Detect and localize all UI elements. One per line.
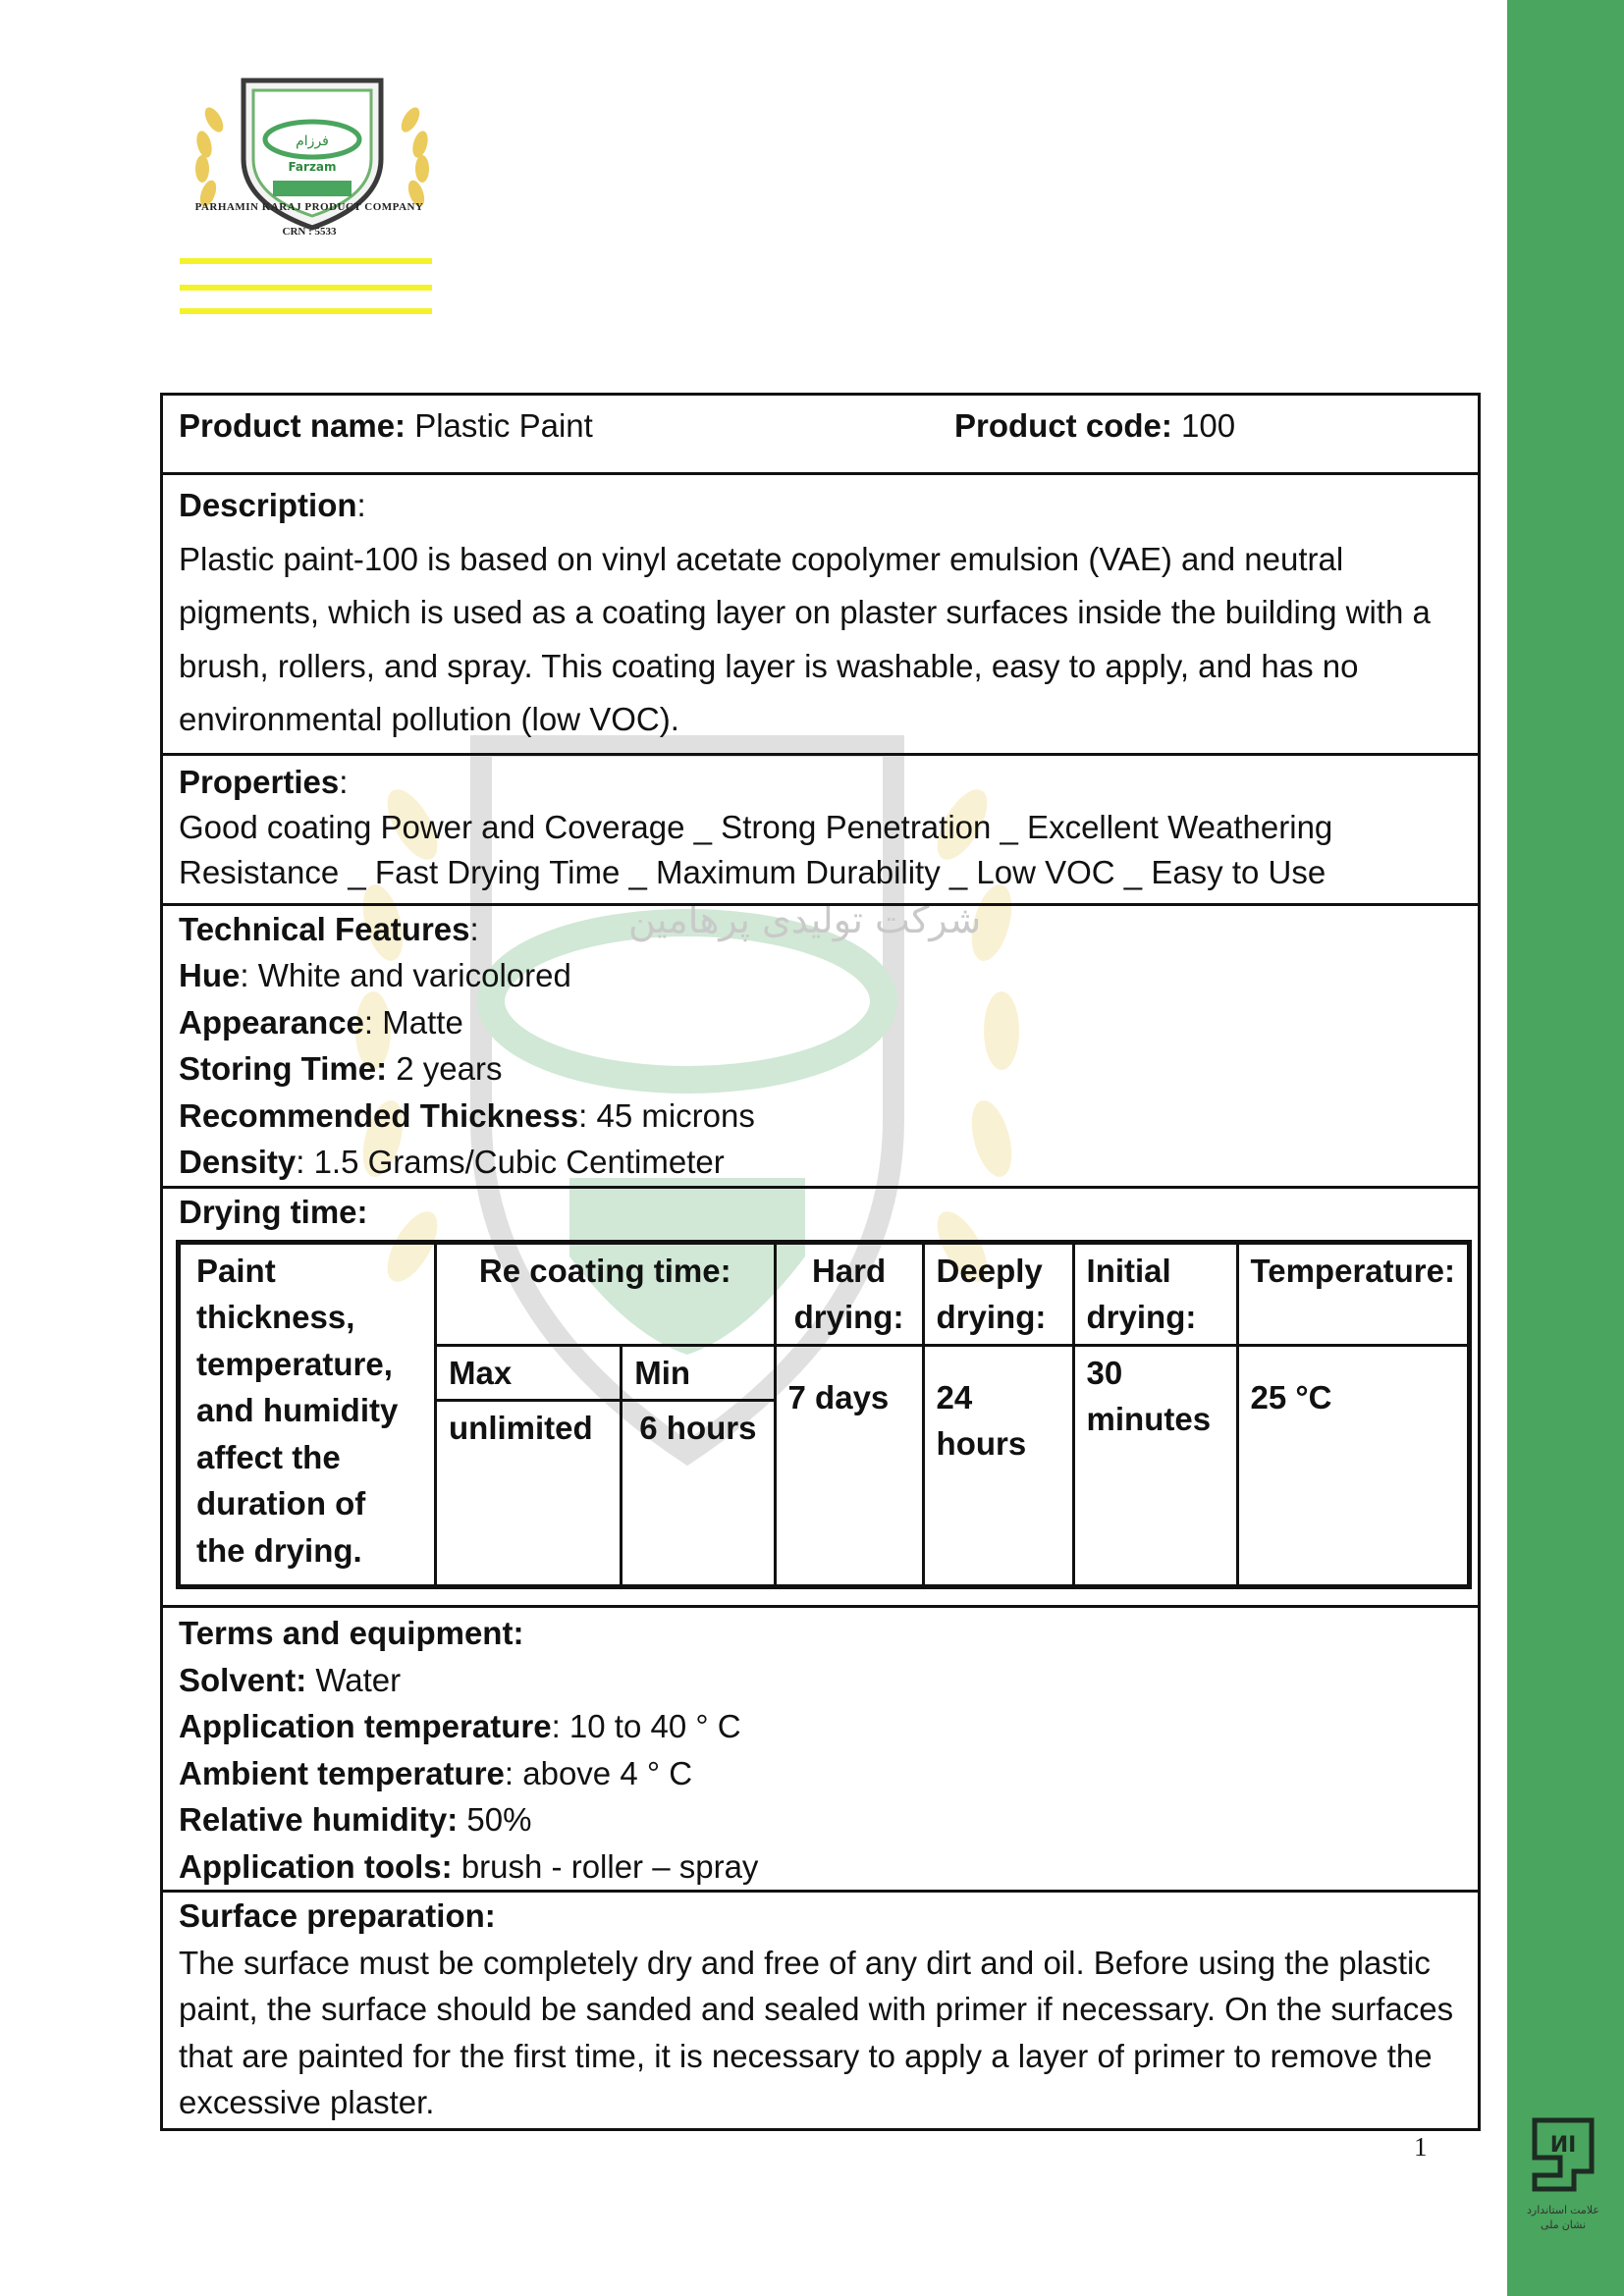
product-header-row — [163, 396, 1478, 475]
iso-standard-mark — [1520, 2110, 1606, 2248]
tech-item: Appearance: Matte — [179, 1003, 463, 1041]
drying-table — [176, 1240, 1472, 1590]
technical-section: Technical Features: Hue: White and varicolored Appearance: Matte Storing Time: 2 years Recommended Thickness: 45 microns Density: 1.5 Grams/Cubic Centimeter — [163, 906, 1478, 1189]
company-crn: CRN : 5533 — [282, 226, 337, 238]
hard-drying-value: 7 days — [775, 1345, 923, 1587]
terms-item: Relative humidity: 50% — [179, 1801, 532, 1838]
tech-item: Storing Time: 2 years — [179, 1050, 503, 1087]
hard-drying-header: Hard drying: — [775, 1242, 923, 1345]
description-label: Description — [179, 487, 357, 523]
drying-section — [163, 1189, 1478, 1609]
properties-text: Good coating Power and Coverage _ Strong Penetration _ Excellent Weathering Resistance _ Fast Drying Time _ Maximum Durability _ Low VOC _ Easy to Use — [179, 808, 1333, 890]
surface-label: Surface preparation: — [179, 1897, 496, 1934]
tech-item: Recommended Thickness: 45 microns — [179, 1096, 755, 1134]
terms-item: Solvent: Water — [179, 1661, 402, 1698]
yellow-line — [180, 308, 432, 314]
svg-text:فرزام: فرزام — [296, 133, 329, 149]
yellow-line — [180, 258, 432, 264]
max-value: unlimited — [436, 1401, 622, 1587]
terms-item: Application temperature: 10 to 40 ° C — [179, 1708, 741, 1744]
product-code-label: Product code: — [954, 407, 1172, 444]
tech-item: Hue: White and varicolored — [179, 957, 571, 993]
temperature-value: 25 °C — [1237, 1345, 1469, 1587]
svg-text:ИI: ИI — [1549, 2133, 1577, 2158]
product-name-label: Product name: — [179, 407, 406, 444]
description-text: Plastic paint-100 is based on vinyl acetate copolymer emulsion (VAE) and neutral pigments, which is used as a coating layer on plaster surfaces inside the building with a brush, rollers, and spray. This coating layer is washable, easy to apply, and has no environmental pollution (low VOC). — [179, 540, 1431, 737]
product-name — [179, 402, 593, 450]
initial-drying-header: Initial drying: — [1073, 1242, 1237, 1345]
initial-drying-value: 30 minutes — [1073, 1345, 1237, 1587]
watermark-text: شرکت تولیدی پرهامین — [628, 898, 982, 941]
terms-item: Application tools: brush - roller – spray — [179, 1847, 759, 1885]
iso-caption: علامت استاندارد نشان ملی — [1527, 2205, 1599, 2231]
terms-item: Ambient temperature: above 4 ° C — [179, 1754, 693, 1791]
description-section: Description: Plastic paint-100 is based on vinyl acetate copolymer emulsion (VAE) and neutral pigments, which is used as a coating layer on plaster surfaces inside the building with a brush, rollers, and spray. This coating layer is washable, easy to apply, and has no environmental pollution (low VOC). — [163, 475, 1478, 756]
properties-label: Properties — [179, 763, 340, 800]
product-code-value: 100 — [1181, 407, 1236, 444]
svg-text:Farzam: Farzam — [288, 160, 337, 174]
deep-drying-value: 24 hours — [923, 1345, 1073, 1587]
drying-label: Drying time: — [179, 1193, 368, 1230]
deep-drying-header: Deeply drying: — [923, 1242, 1073, 1345]
iso-standard-icon — [1527, 2110, 1599, 2199]
terms-label: Terms and equipment: — [179, 1615, 524, 1651]
page-number: 1 — [1414, 2132, 1428, 2162]
recoat-header: Re coating time: — [436, 1242, 776, 1345]
company-logo — [175, 61, 450, 336]
green-side-bar — [1507, 0, 1624, 2296]
max-label: Max — [436, 1345, 622, 1401]
properties-section: Properties: Good coating Power and Coverage _ Strong Penetration _ Excellent Weathering Resistance _ Fast Drying Time _ Maximum Durability _ Low VOC _ Easy to Use — [163, 756, 1478, 906]
yellow-line — [180, 285, 432, 291]
surface-text: The surface must be completely dry and free of any dirt and oil. Before using the plastic paint, the surface should be sanded and sealed with primer if necessary. On the surfaces that are painted for the first time, it is necessary to apply a layer of primer to remove the excessive plaster. — [179, 1944, 1454, 2120]
technical-label: Technical Features — [179, 910, 470, 947]
product-name-value: Plastic Paint — [414, 407, 593, 444]
min-label: Min — [622, 1345, 775, 1401]
tech-item: Density: 1.5 Grams/Cubic Centimeter — [179, 1144, 725, 1180]
product-datasheet — [160, 393, 1481, 2131]
drying-note: Paint thickness, temperature, and humidity affect the duration of the drying. — [179, 1242, 436, 1587]
company-name: PARHAMIN KARAJ PRODUCT COMPANY — [194, 201, 424, 213]
product-code — [954, 402, 1235, 450]
temperature-header: Temperature: — [1237, 1242, 1469, 1345]
surface-section — [163, 1893, 1478, 2128]
terms-section — [163, 1608, 1478, 1893]
min-value: 6 hours — [622, 1401, 775, 1587]
